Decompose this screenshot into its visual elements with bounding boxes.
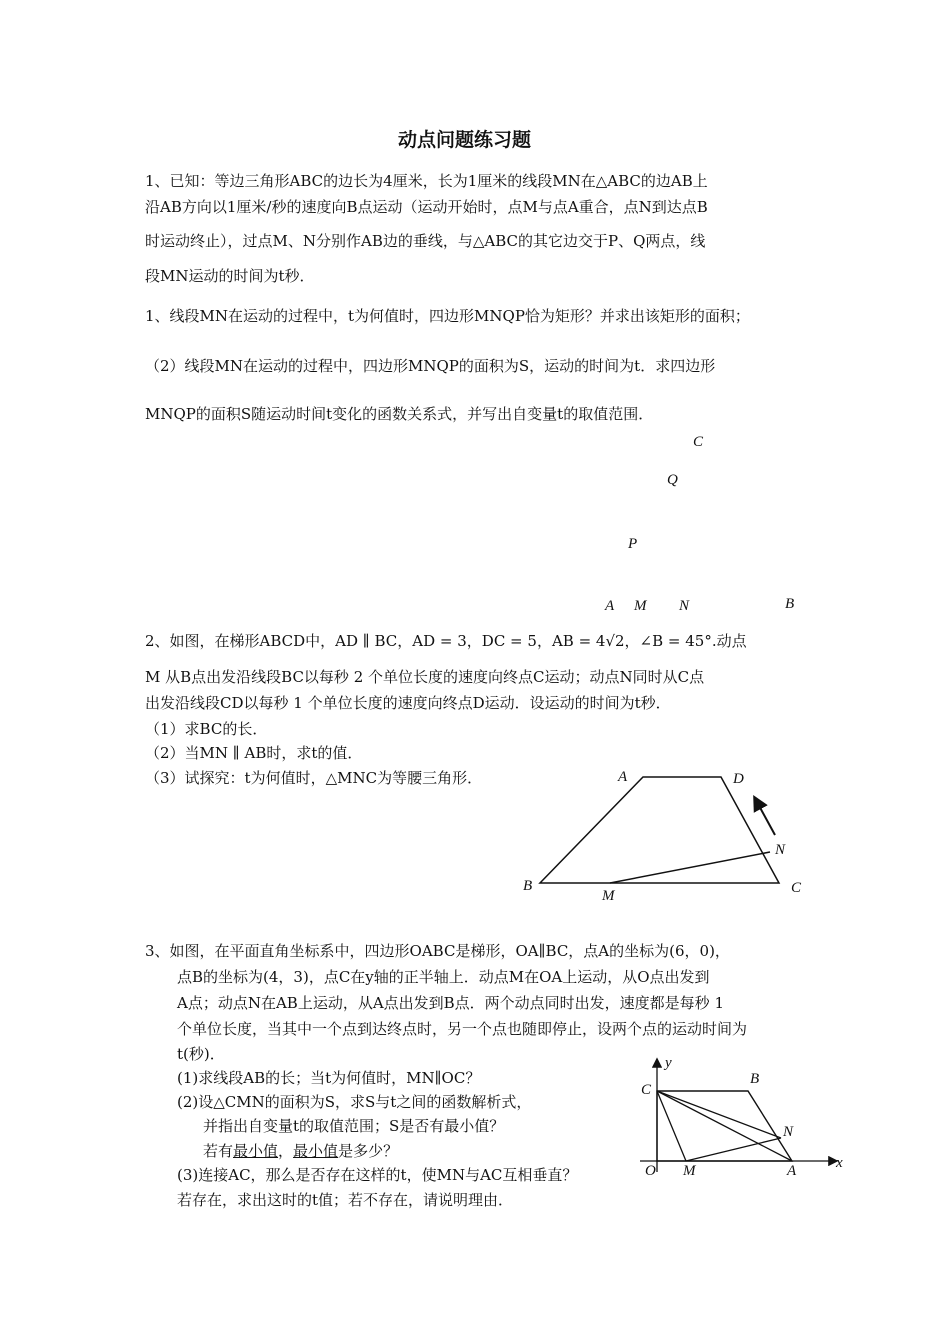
segment-cm xyxy=(657,1091,686,1161)
text-mid: ， xyxy=(278,1142,294,1160)
label-p: P xyxy=(628,536,638,552)
problem-3-line-5: t(秒)． xyxy=(177,1045,225,1063)
text-underlined-2: 最小值 xyxy=(293,1142,339,1160)
problem-2-question-1: （1）求BC的长． xyxy=(145,720,268,738)
problem-2-line-3: 出发沿线段CD以每秒 1 个单位长度的速度向终点D运动．设运动的时间为t秒． xyxy=(145,694,671,712)
problem-1-question-2-line-2: MNQP的面积S随运动时间t变化的函数关系式，并写出自变量t的取值范围． xyxy=(145,405,654,423)
problem-1-question-2-line-1: （2）线段MN在运动的过程中，四边形MNQP的面积为S，运动的时间为t．求四边形 xyxy=(145,357,716,375)
label-c: C xyxy=(791,880,802,896)
problem-3-question-2-line-1: (2)设△CMN的面积为S，求S与t之间的函数解析式， xyxy=(177,1093,532,1111)
label-a: A xyxy=(787,1163,797,1179)
label-q: Q xyxy=(667,472,678,488)
problem-2-line-1: 2、如图，在梯形ABCD中，AD ∥ BC，AD = 3，DC = 5，AB = 4√2，∠B = 45°.动点 xyxy=(145,632,747,650)
label-n: N xyxy=(775,842,786,858)
label-m: M xyxy=(683,1163,696,1179)
problem-3-question-3-line-2: 若存在，求出这时的t值；若不存在，请说明理由． xyxy=(177,1191,514,1209)
problem-2-question-2: （2）当MN ∥ AB时，求t的值． xyxy=(145,744,363,762)
label-x: x xyxy=(836,1155,843,1171)
problem-2-line-2: M 从B点出发沿线段BC以每秒 2 个单位长度的速度向终点C运动；动点N同时从C点 xyxy=(145,668,705,686)
segment-ca xyxy=(657,1091,792,1161)
problem-3-line-1: 3、如图，在平面直角坐标系中，四边形OABC是梯形，OA∥BC，点A的坐标为(6，0)， xyxy=(145,942,730,960)
problem-1-line-1: 1、已知：等边三角形ABC的边长为4厘米，长为1厘米的线段MN在△ABC的边AB上 xyxy=(145,172,708,190)
label-c: C xyxy=(693,434,704,450)
segment-mn xyxy=(686,1138,781,1161)
text-post: 是多少？ xyxy=(338,1142,399,1160)
problem-3-line-2: 点B的坐标为(4，3)，点C在y轴的正半轴上．动点M在OA上运动，从O点出发到 xyxy=(177,968,710,986)
problem-1-question-1: 1、线段MN在运动的过程中，t为何值时，四边形MNQP恰为矩形？并求出该矩形的面积； xyxy=(145,307,750,325)
problem-1-line-2: 沿AB方向以1厘米/秒的速度向B点运动（运动开始时，点M与点A重合，点N到达点B xyxy=(145,198,708,216)
problem-3-line-4: 个单位长度，当其中一个点到达终点时，另一个点也随即停止，设两个点的运动时间为 xyxy=(177,1020,748,1038)
label-n: N xyxy=(679,598,690,614)
label-b: B xyxy=(750,1071,760,1087)
label-m: M xyxy=(602,888,615,904)
problem-3-question-3-line-1: (3)连接AC，那么是否存在这样的t，使MN与AC互相垂直？ xyxy=(177,1166,578,1184)
label-b: B xyxy=(523,878,533,894)
label-n: N xyxy=(783,1124,794,1140)
label-y: y xyxy=(665,1055,672,1071)
label-c: C xyxy=(641,1082,652,1098)
label-a: A xyxy=(618,769,628,785)
page-title: 动点问题练习题 xyxy=(398,129,532,151)
label-d: D xyxy=(733,771,744,787)
problem-3-question-1: (1)求线段AB的长；当t为何值时，MN∥OC？ xyxy=(177,1069,481,1087)
label-o: O xyxy=(645,1163,656,1179)
label-b: B xyxy=(785,596,795,612)
text-pre: 若有 xyxy=(203,1142,234,1160)
problem-3-question-2-line-2: 并指出自变量t的取值范围；S是否有最小值？ xyxy=(203,1117,505,1135)
problem-1-line-3: 时运动终止），过点M、N分别作AB边的垂线，与△ABC的其它边交于P、Q两点，线 xyxy=(145,232,706,250)
problem-1-line-4: 段MN运动的时间为t秒． xyxy=(145,267,315,285)
label-m: M xyxy=(634,598,647,614)
problem-3-line-3: A点；动点N在AB上运动，从A点出发到B点．两个动点同时出发，速度都是每秒 1 xyxy=(177,994,724,1012)
label-a: A xyxy=(605,598,615,614)
problem-2-question-3: （3）试探究：t为何值时，△MNC为等腰三角形． xyxy=(145,769,483,787)
text-underlined-1: 最小值 xyxy=(233,1142,279,1160)
